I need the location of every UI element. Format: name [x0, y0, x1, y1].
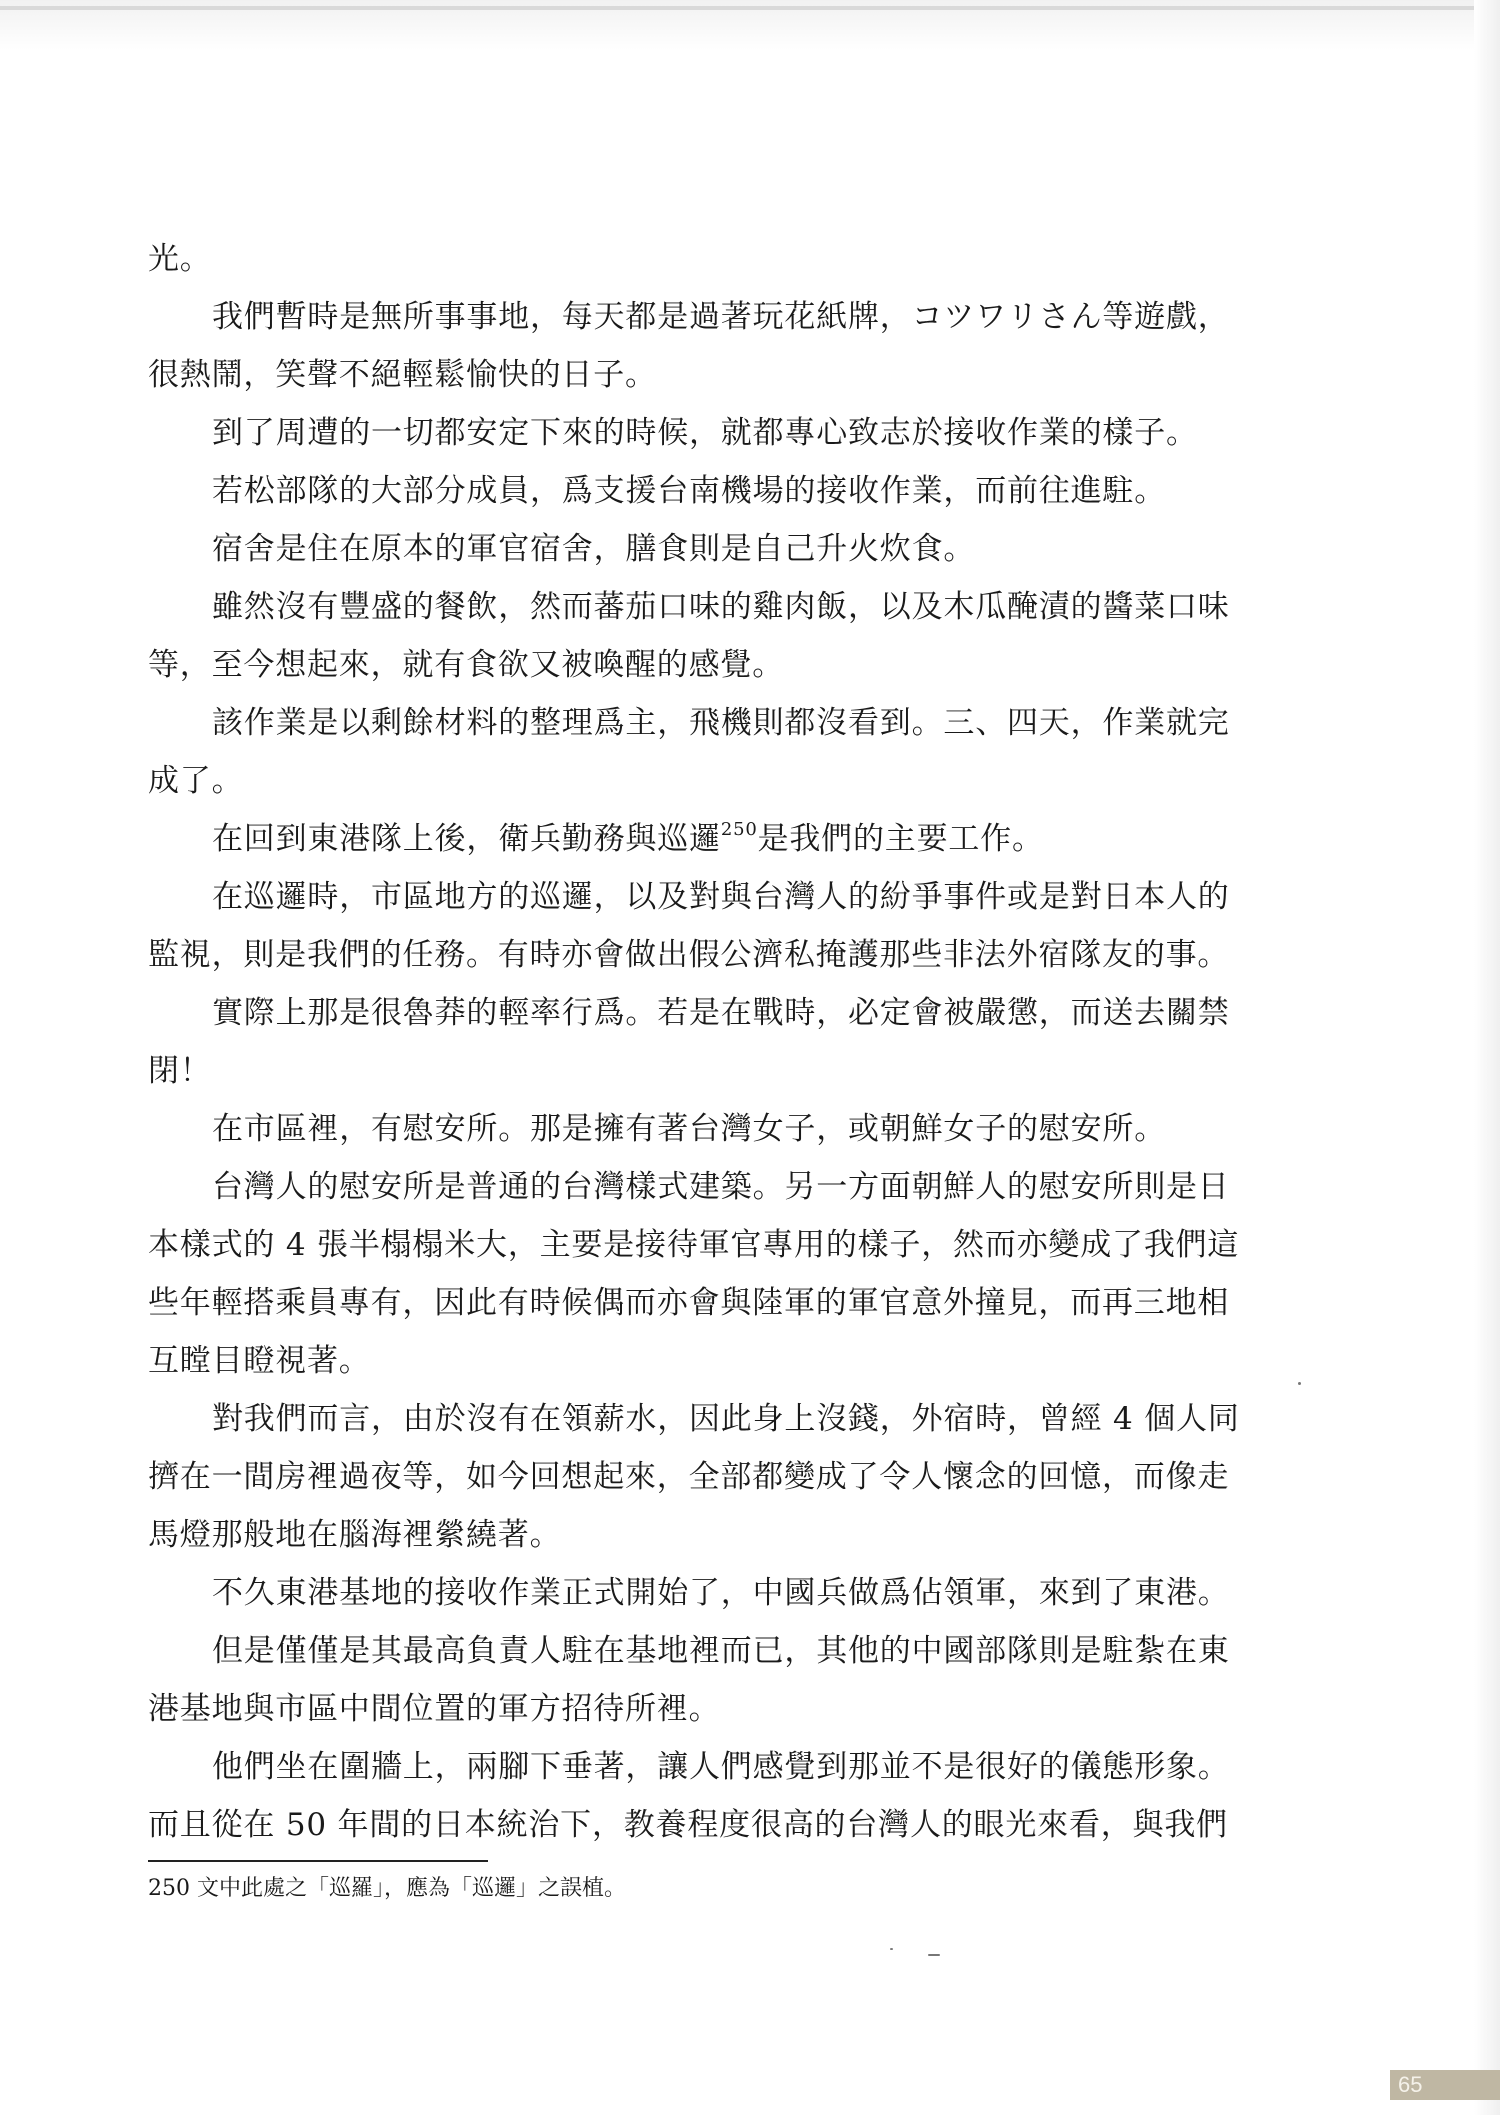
- scan-speck: [928, 1954, 940, 1956]
- text-line: 不久東港基地的接收作業正式開始了，中國兵做爲佔領軍，來到了東港。: [212, 1575, 1230, 1611]
- text-line: 宿舍是住在原本的軍官宿舍，膳食則是自己升火炊食。: [212, 531, 976, 567]
- text-line: 台灣人的慰安所是普通的台灣樣式建築。另一方面朝鮮人的慰安所則是日: [212, 1169, 1230, 1205]
- text-line: 但是僅僅是其最高負責人駐在基地裡而已，其他的中國部隊則是駐紮在東: [212, 1633, 1230, 1669]
- body-text: [148, 230, 1268, 1854]
- text-line: 我們暫時是無所事事地，每天都是過著玩花紙牌，コツワリさん等遊戲，: [212, 299, 1230, 335]
- text-line: 馬燈那般地在腦海裡縈繞著。: [148, 1517, 562, 1553]
- text-line: 互瞠目瞪視著。: [148, 1343, 371, 1379]
- scan-speck: [890, 1948, 893, 1950]
- text-line: 對我們而言，由於沒有在領薪水，因此身上沒錢，外宿時，曾經 4 個人同: [212, 1401, 1240, 1437]
- text-line: 等，至今想起來，就有食欲又被喚醒的感覺。: [148, 647, 784, 683]
- footnote-divider: [148, 1860, 488, 1862]
- text-line: 港基地與市區中間位置的軍方招待所裡。: [148, 1691, 721, 1727]
- text-line-with-footnote: [148, 810, 1268, 868]
- text-line: 在巡邏時，市區地方的巡邏，以及對與台灣人的紛爭事件或是對日本人的: [212, 879, 1230, 915]
- text-line: 些年輕搭乘員專有，因此有時候偶而亦會與陸軍的軍官意外撞見，而再三地相: [148, 1285, 1230, 1321]
- text-line: 該作業是以剩餘材料的整理爲主，飛機則都沒看到。三、四天，作業就完: [212, 705, 1230, 741]
- text-line: 雖然沒有豐盛的餐飲，然而蕃茄口味的雞肉飯，以及木瓜醃漬的醬菜口味: [212, 589, 1230, 625]
- text-fragment: 在回到東港隊上後，衛兵勤務與巡邏: [212, 821, 721, 857]
- text-line: 很熱鬧，笑聲不絕輕鬆愉快的日子。: [148, 357, 657, 393]
- text-line: 本樣式的 4 張半榻榻米大，主要是接待軍官專用的樣子，然而亦變成了我們這: [148, 1227, 1240, 1263]
- text-fragment: 是我們的主要工作。: [757, 821, 1044, 857]
- text-line: 而且從在 50 年間的日本統治下，教養程度很高的台灣人的眼光來看，與我們: [148, 1807, 1228, 1843]
- text-line: 光。: [148, 241, 212, 277]
- text-line: 擠在一間房裡過夜等，如今回想起來，全部都變成了令人懷念的回憶，而像走: [148, 1459, 1230, 1495]
- text-line: 實際上那是很魯莽的輕率行爲。若是在戰時，必定會被嚴懲，而送去關禁: [212, 995, 1230, 1031]
- scan-right-shadow: [1474, 0, 1500, 2115]
- scan-speck: [1298, 1382, 1301, 1385]
- text-line: 到了周遭的一切都安定下來的時候，就都專心致志於接收作業的樣子。: [212, 415, 1198, 451]
- text-line: 監視，則是我們的任務。有時亦會做出假公濟私掩護那些非法外宿隊友的事。: [148, 937, 1230, 973]
- text-line: 他們坐在圍牆上，兩腳下垂著，讓人們感覺到那並不是很好的儀態形象。: [212, 1749, 1230, 1785]
- scan-top-edge: [0, 6, 1500, 10]
- footnote-text: 250 文中此處之「巡羅」，應為「巡邏」之誤植。: [148, 1876, 626, 1901]
- text-line: 在市區裡，有慰安所。那是擁有著台灣女子，或朝鮮女子的慰安所。: [212, 1111, 1166, 1147]
- text-line: 閉！: [148, 1053, 212, 1089]
- footnote-reference: 250: [720, 819, 758, 840]
- page-number: 65: [1398, 2072, 1423, 2097]
- text-line: 若松部隊的大部分成員，爲支援台南機場的接收作業，而前往進駐。: [212, 473, 1166, 509]
- text-line: 成了。: [148, 763, 244, 799]
